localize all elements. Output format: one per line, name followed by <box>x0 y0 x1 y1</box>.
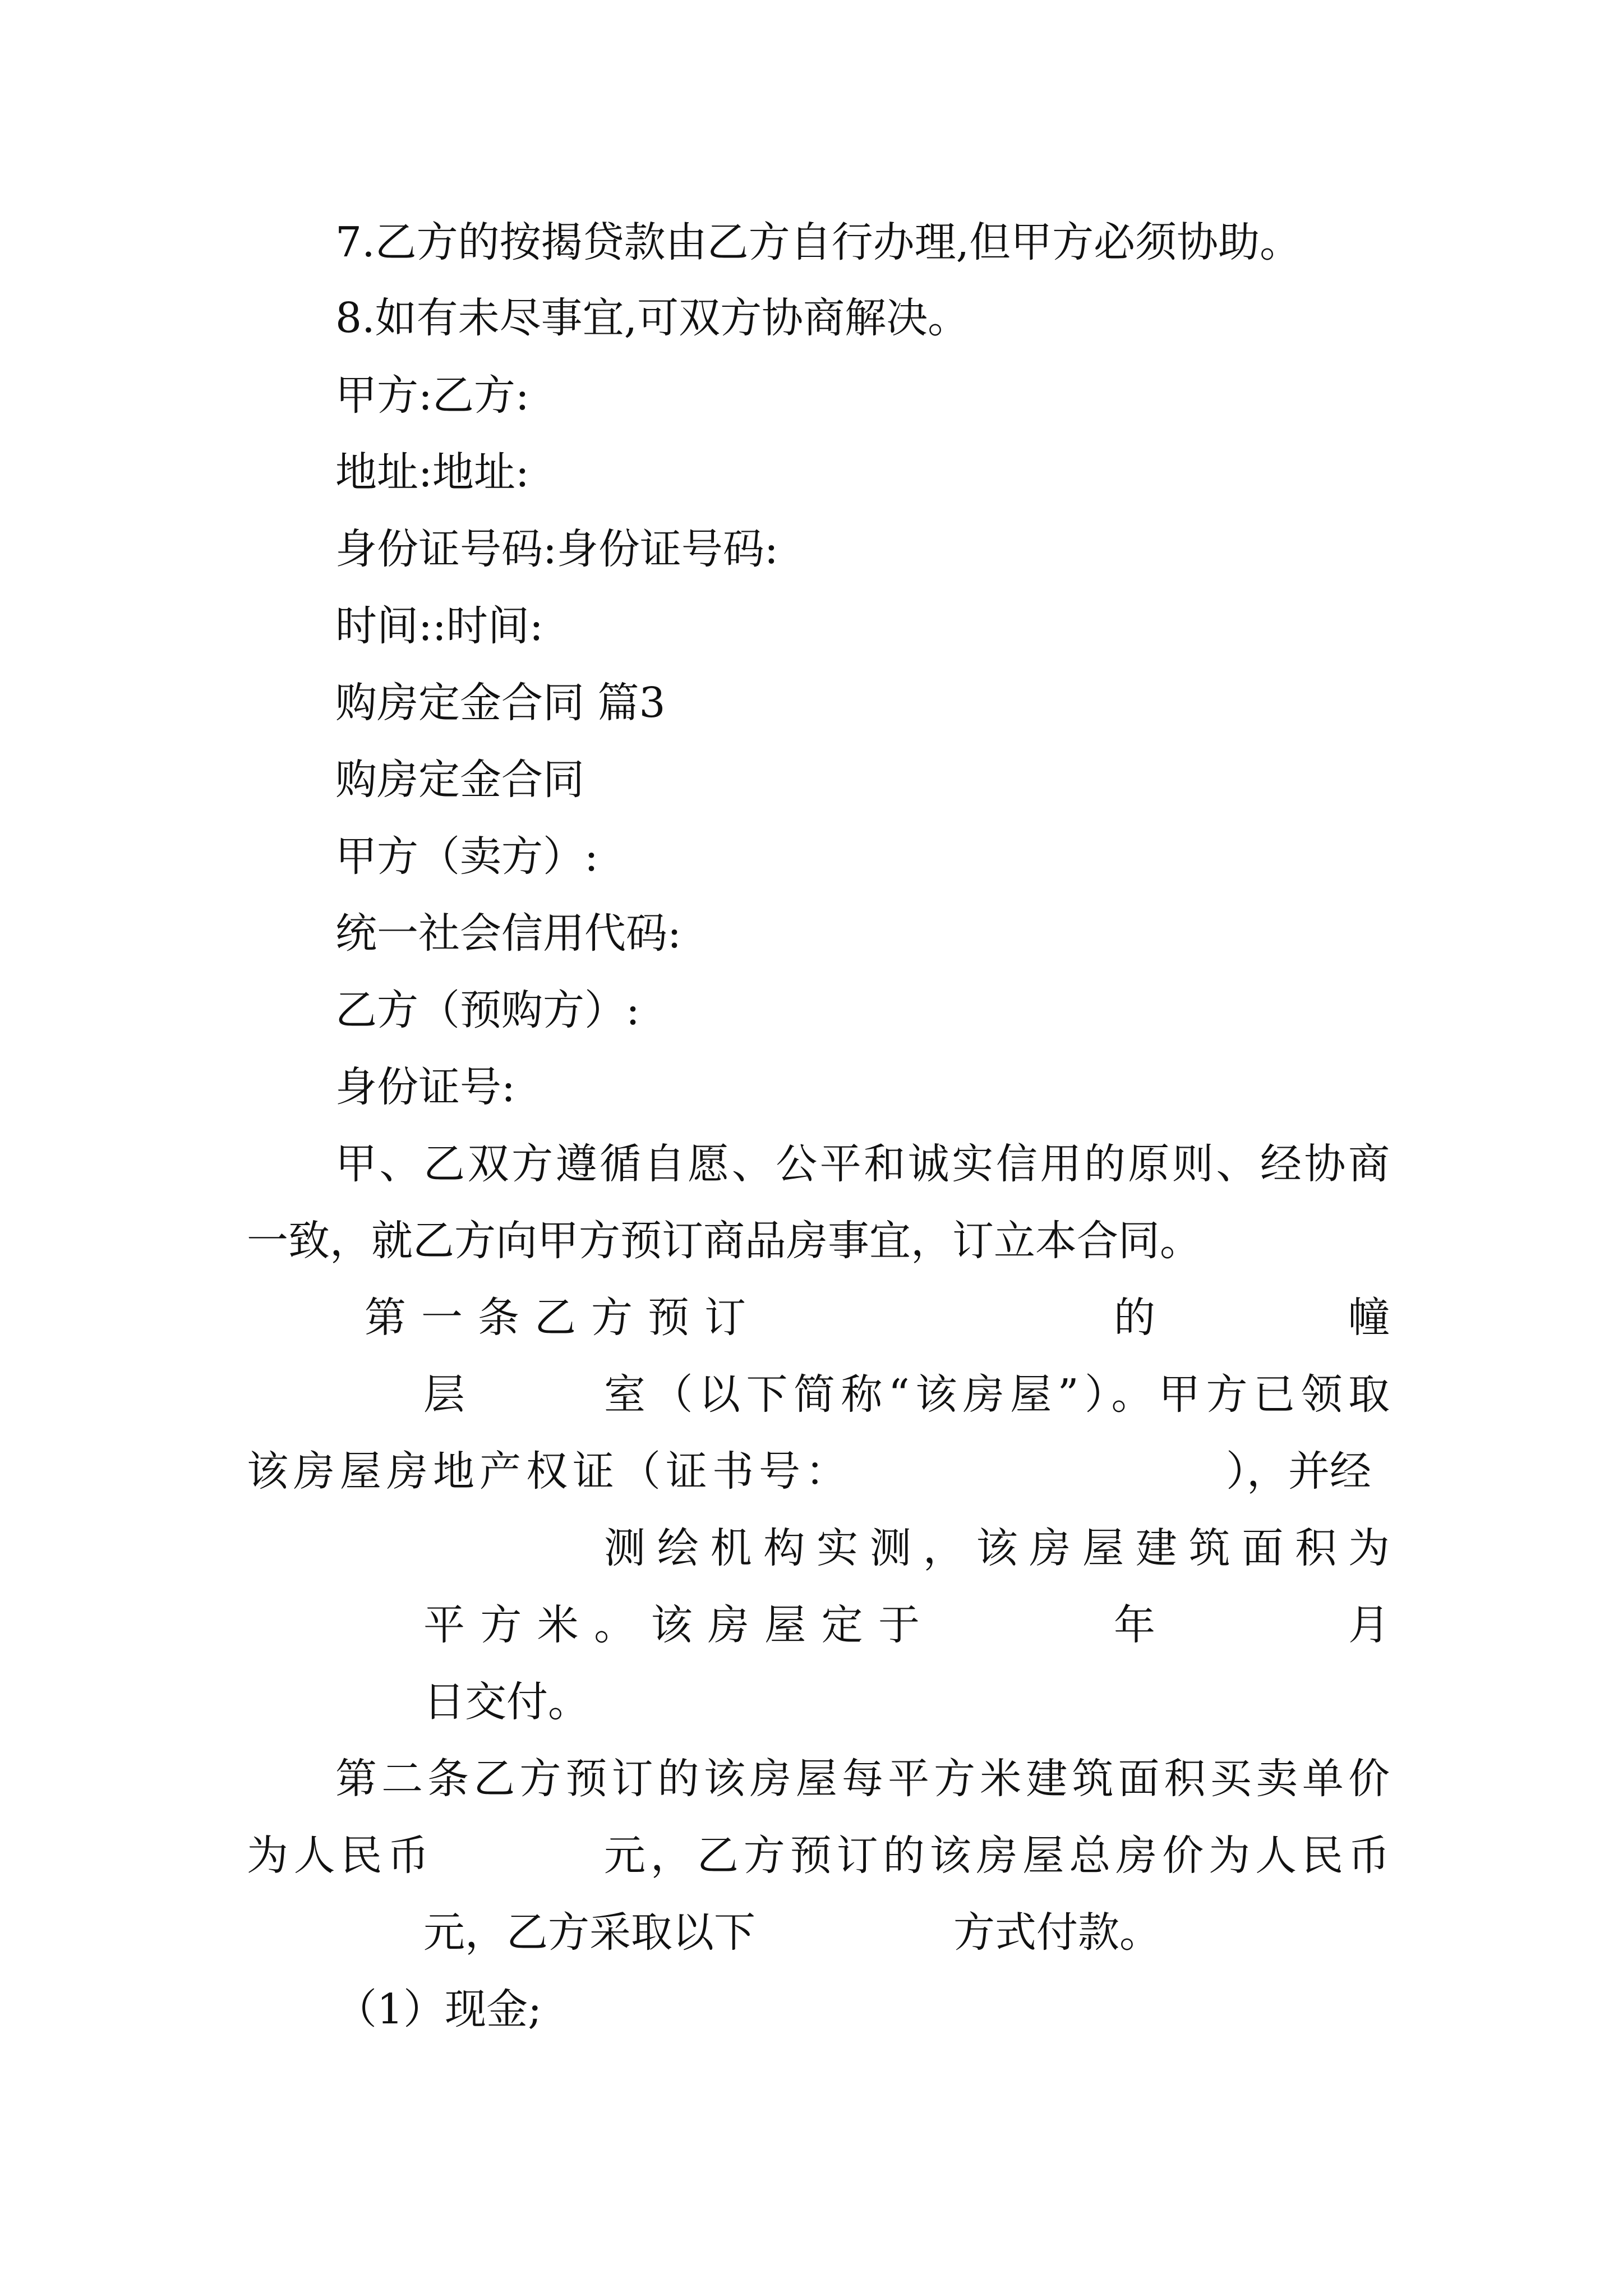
credit-code-line: 统一社会信用代码: <box>335 909 681 958</box>
preamble-line-2: 一致，就乙方向甲方预订商品房事宜，订立本合同。 <box>247 1217 1201 1265</box>
article-2-currency: 为人民币 <box>247 1832 429 1880</box>
contract-title: 购房定金合同 <box>335 756 584 804</box>
article-1-room: 室（以下简称“该房屋”）。甲方已领取 <box>604 1370 1390 1419</box>
preamble-line-1: 甲、乙双方遵循自愿、公平和诚实信用的原则、经协商 <box>335 1140 1390 1188</box>
id-number-line: 身份证号码:身份证号码: <box>335 525 778 573</box>
article-1-month: 月 <box>1348 1601 1390 1649</box>
seller-line: 甲方（卖方）: <box>335 832 598 881</box>
article-2-line-1: 第二条乙方预订的该房屋每平方米建筑面积买卖单价 <box>335 1755 1390 1803</box>
article-2-total-price: 元，乙方预订的该房屋总房价为人民币 <box>604 1832 1390 1880</box>
article-2-payment-suffix: 方式付款。 <box>953 1908 1161 1957</box>
buyer-line: 乙方（预购方）: <box>335 986 640 1034</box>
article-1-floor: 层 <box>423 1370 465 1419</box>
article-1-year: 年 <box>1114 1601 1155 1649</box>
address-line: 地址:地址: <box>335 448 529 496</box>
clause-8: 8.如有未尽事宜,可双方协商解决。 <box>335 294 970 342</box>
payment-option-cash: （1）现金; <box>335 1985 542 2033</box>
article-1-certificate-end: ），并经 <box>1226 1447 1371 1496</box>
article-2-payment-prefix: 元，乙方采取以下 <box>423 1908 755 1957</box>
article-1-area: 平方米。该房屋定于 <box>423 1601 920 1649</box>
section-heading: 购房定金合同 篇3 <box>335 679 666 727</box>
article-1-building: 幢 <box>1348 1294 1390 1342</box>
clause-7: 7.乙方的按揭贷款由乙方自行办理,但甲方必须协助。 <box>335 218 1302 266</box>
article-1-delivery: 日交付。 <box>423 1678 589 1726</box>
time-line: 时间::时间: <box>335 602 543 650</box>
article-1-survey: 测绘机构实测，该房屋建筑面积为 <box>604 1524 1390 1572</box>
article-1-de: 的 <box>1114 1294 1155 1342</box>
article-1-prefix: 第一条乙方预订 <box>365 1294 746 1342</box>
article-1-certificate: 该房屋房地产权证（证书号： <box>247 1447 847 1496</box>
party-line: 甲方:乙方: <box>335 371 529 420</box>
buyer-id-line: 身份证号: <box>335 1063 515 1111</box>
